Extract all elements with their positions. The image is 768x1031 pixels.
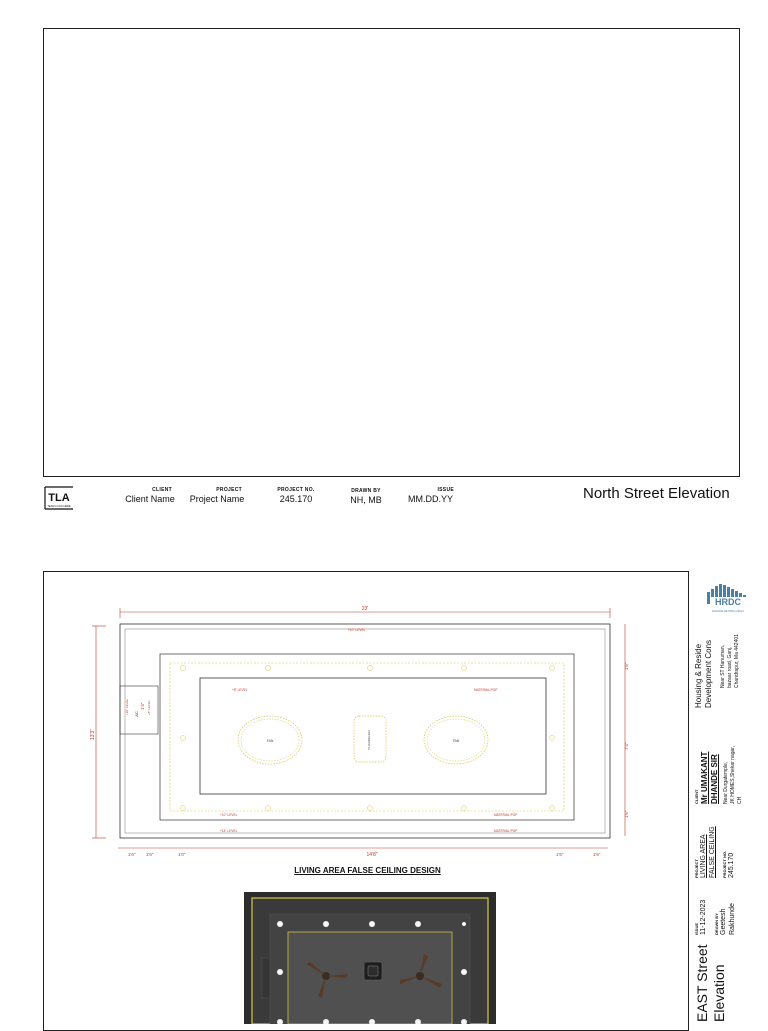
dim-left-height: 13'3" [90,728,96,740]
dim-bottom-left-b: 1'6" [146,852,154,857]
company-address-1: Near ST Hanuman, [720,645,726,688]
tla-logo-tagline: TEAM LOGO HERE [47,505,71,508]
tb-project [186,487,248,504]
drawn-by-value-2: Rakhunde [729,903,736,935]
sheet2-title-1: EAST Street [694,944,710,1022]
company-address-2: bazaar road, Ganj, [727,646,733,688]
ceiling-plan [88,600,648,865]
tla-logo-text: TLA [48,492,70,504]
project-no-value: 245.170 [728,852,735,878]
project-label: PROJECT [694,859,699,878]
tla-logo-mark [43,485,75,511]
dimension-lines [92,608,625,848]
company-address-3: Chandrapur, Ma 442401 [734,634,740,688]
tb-issue-value: MM.DD.YY [408,494,453,504]
ac-level-label: +10" LEVEL [125,698,129,715]
label-material-bottom: MATERIAL:POP [494,829,518,833]
project-name-2: FALSE CEILING [709,826,716,878]
chandelier-label: CHANDELIER [367,730,371,750]
dim-ac-width: 1'4" [140,702,145,710]
label-material-mid: MATERIAL:POP [494,813,518,817]
hrdc-logo-tagline: BUILDING BETTER LIVINGS [712,610,744,613]
issue-value: 11-12-2023 [700,899,707,935]
project-name-1: LIVING AREA [700,834,707,878]
client-label: CLIENT [694,789,699,804]
render-ac-box [262,958,270,998]
dim-bottom-center: 14'8" [366,852,378,858]
client-address-2: JK HOMES,Shekar nagar, [730,745,736,804]
company-name-2: Development Cons [704,639,713,708]
tb-project-value: Project Name [189,494,245,504]
tb-drawn-by [340,488,392,505]
dim-overall-width: 23' [361,606,369,612]
tb-client-label: CLIENT [152,487,172,493]
tb-project-no-label: PROJECT NO. [277,487,315,493]
ceiling-border [125,629,605,833]
company-name-1: Housing & Reside [694,643,703,708]
label-material-top: MATERIAL:POP [474,688,498,692]
tb-client [120,487,180,504]
drawing-title: LIVING AREA FALSE CEILING DESIGN [294,866,441,875]
issue-label: ISSUE [694,922,699,935]
dim-bottom-left-a: 1'6" [128,852,136,857]
ceiling-tier-inner [200,678,546,794]
ac-level-label-2: +8" LEVEL [147,700,151,715]
client-name-1: Mr UMAKANT [700,751,709,804]
dim-right-mid: 7'4" [624,742,629,750]
dim-bottom-right-b: 1'6" [593,852,601,857]
tla-logo [43,485,75,511]
tb-project-label: PROJECT [216,487,242,493]
client-address-3: CH [737,796,743,804]
hrdc-logo [704,584,752,620]
dim-bottom-right-a: 1'6" [556,852,564,857]
tb-project-no [266,487,326,504]
ac-label: AC [134,711,139,717]
tb-drawn-by-value: NH, MB [350,495,382,505]
hrdc-logo-text: HRDC [715,597,741,607]
ceiling-render [244,892,496,1024]
fan-left-label: FAN [266,739,274,743]
dim-right-top: 1'6" [624,662,629,670]
label-level-low: +14" LEVEL [220,829,238,833]
label-level-mid: +10" LEVEL [220,813,238,817]
tb-project-no-value: 245.170 [279,494,313,504]
fan-right-label: FAN [452,739,460,743]
drawn-by-value-1: Geetesh [720,908,727,935]
room-outline [120,624,610,838]
sheet2-title-2: Elevation [711,964,727,1022]
sheet1-title: North Street Elevation [583,485,730,502]
dim-right-bottom: 1'6" [624,810,629,818]
tb-drawn-by-label: DRAWN BY [351,488,381,494]
client-address-1: Near Durgatemple, [723,761,729,804]
drawn-by-label: DRAWN BY [714,913,719,935]
render-chandelier-center [368,966,378,976]
tb-issue-label: ISSUE [437,487,454,493]
label-level-inner: +8" LEVEL [232,688,248,692]
tb-issue [408,487,472,504]
label-level-outer: +10" LEVEL [348,628,366,632]
dim-bottom-left-c: 1'0" [178,852,186,857]
project-no-label: PROJECT NO. [722,850,727,878]
client-name-2: DHANDE SIR [710,754,719,804]
tb-client-value: Client Name [125,494,175,504]
title-panel [690,560,768,1024]
sheet1-drawing-frame [43,28,740,477]
